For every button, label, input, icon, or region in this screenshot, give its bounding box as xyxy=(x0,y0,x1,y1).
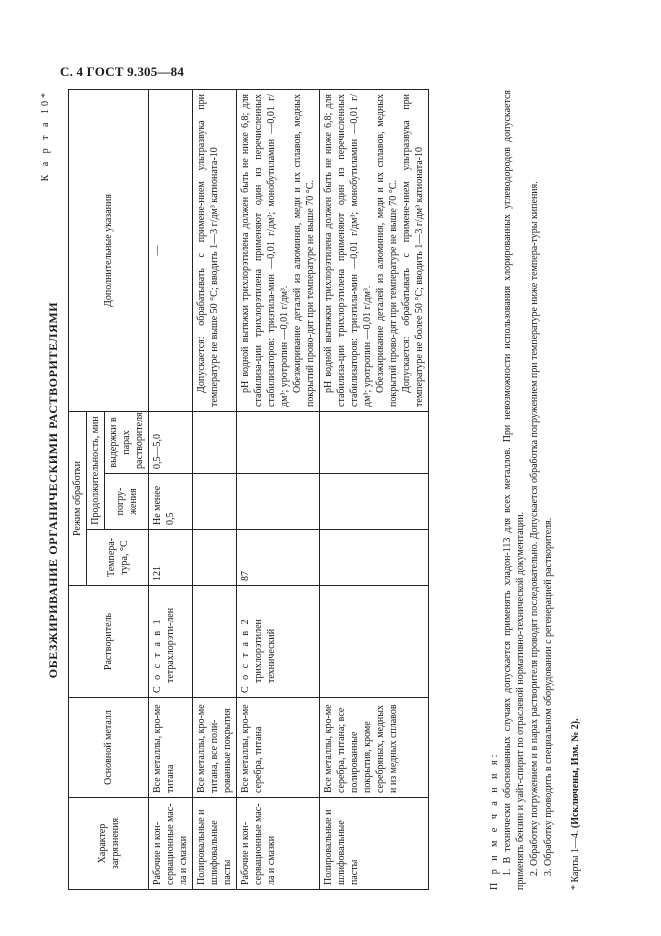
notes-label: П р и м е ч а н и я: xyxy=(489,751,500,890)
cell-solvent xyxy=(149,586,193,698)
note-paragraph: рН водной вытяжки трихлорэтилена должен быть не ниже 6,8; для стабилиза-ции трихлорэтилена применяют один из перечисленных стабилизаторов: триэтила-мин —0,01 г/дм³; монобутиламин —0,01 г/дм³; уротропин —0,01 г/дм³. xyxy=(240,93,290,407)
cell-temperature: 87 xyxy=(237,530,320,586)
cell-immersion xyxy=(193,474,237,530)
cell-notes xyxy=(320,89,429,411)
cell-vapor xyxy=(193,411,237,473)
col-notes: Дополнительные указания xyxy=(69,89,149,411)
solvent-composition-heading: С о с т а в 2 xyxy=(240,617,251,693)
table-body xyxy=(149,89,429,889)
note-paragraph: Обезжиривание деталей из алюминия, меди и их сплавов, медных покрытий прово-дят при температуре не выше 70 °С. xyxy=(375,93,399,407)
page-header: С. 4 ГОСТ 9.305—84 xyxy=(60,64,185,79)
col-temperature: Темпера-тура, °С xyxy=(87,530,149,586)
note-item: 3. Обработку проводить в специальном оборудовании с регенерацией растворителя. xyxy=(543,517,554,876)
solvent-name: тетрахлорэти-лен xyxy=(165,607,176,683)
cell-contamination: Рабочие и кон-сервационные мас-ла и смазки xyxy=(149,798,193,890)
note-paragraph: Допускается: обрабатывать с примене-нием ультразвука при температуре не выше 50 °С; вводить 1—3 г/дм³ катионата-10 xyxy=(196,93,220,407)
rotated-page-content xyxy=(40,90,600,890)
note-paragraph: Обезжиривание деталей из алюминия, меди и их сплавов, медных покрытий прово-дят при температуре не выше 70 °С. xyxy=(292,93,316,407)
cell-contamination: Полировальные и шлифовальные пасты xyxy=(320,798,429,890)
col-immersion: погру-жения xyxy=(105,474,149,530)
footnote-text: * Карты 1—4. xyxy=(570,830,581,890)
col-base-metal: Основной металл xyxy=(69,698,149,798)
cell-temperature xyxy=(193,530,237,586)
footnote xyxy=(570,718,581,890)
cell-solvent xyxy=(193,586,237,698)
cell-base-metal: Все металлы, кро-ме титана xyxy=(149,698,193,798)
col-contamination: Характер загрязнения xyxy=(69,798,149,890)
solvent-name: трихлорэтилен технический xyxy=(253,619,277,683)
table-row xyxy=(193,89,237,889)
col-mode: Режим обработки xyxy=(69,411,87,585)
cell-temperature: 121 xyxy=(149,530,193,586)
note-item: 1. В технически обоснованных случаях допускается применять хладон-113 для всех металлов. При невозможности использования хлорированных углеводородов допускается применять бензин и уайт-спирит по отраслевой нормативно-технической документации. xyxy=(502,90,526,890)
degreasing-table xyxy=(68,89,429,890)
cell-temperature xyxy=(320,530,429,586)
cell-solvent xyxy=(320,586,429,698)
cell-base-metal: Все металлы, кро-ме серебра, титана; все полированные покрытия, кроме серебряных, медных и из медных сплавов xyxy=(320,698,429,798)
table-row xyxy=(149,89,193,889)
col-solvent: Растворитель xyxy=(69,586,149,698)
note-item: 2. Обработку погружением и в парах растворителя проводят последовательно. Допускается обработка погружением при температуре ниже темпера-туры кипения. xyxy=(529,181,540,876)
cell-base-metal: Все металлы, кро-ме серебра, титана xyxy=(237,698,320,798)
table-row xyxy=(320,89,429,889)
cell-vapor xyxy=(320,411,429,473)
cell-vapor xyxy=(237,411,320,473)
cell-solvent xyxy=(237,586,320,698)
document-title: ОБЕЗЖИРИВАНИЕ ОРГАНИЧЕСКИМИ РАСТВОРИТЕЛЯМИ xyxy=(46,301,60,679)
col-duration: Продолжительность, мин xyxy=(87,411,105,529)
footnote-bold: (Исключены, Изм. № 2). xyxy=(570,718,581,829)
table-row xyxy=(237,89,320,889)
cell-contamination: Рабочие и кон-сервационные мас-ла и смазки xyxy=(237,798,320,890)
solvent-composition-heading: С о с т а в 1 xyxy=(152,617,163,693)
cell-immersion xyxy=(237,474,320,530)
col-vapor: выдержки в парах растворителя xyxy=(105,411,149,473)
cell-base-metal: Все металлы, кро-ме титана, все поли-рованные покрытия xyxy=(193,698,237,798)
note-paragraph: Допускается: обрабатывать с примене-нием ультразвука при температуре не более 50 °С; вводить 1—3 г/дм³ катионата-10 xyxy=(401,93,425,407)
cell-notes xyxy=(193,89,237,411)
cell-notes xyxy=(237,89,320,411)
notes-section xyxy=(488,90,556,890)
note-paragraph: рН водной вытяжки трихлорэтилена должен быть не ниже 6,8; для стабилиза-ции трихлорэтилена применяют один из перечисленных стабилизаторов: триэтила-мин —0,01 г/дм³; монобутиламин —0,01 г/дм³; уротропин —0,01 г/дм³. xyxy=(323,93,373,407)
cell-notes xyxy=(149,89,193,411)
cell-immersion: Не менее 0,5 xyxy=(149,474,193,530)
cell-contamination: Полировальные и шлифовальные пасты xyxy=(193,798,237,890)
cell-vapor: 0,5—5,0 xyxy=(149,411,193,473)
note-paragraph: — xyxy=(152,245,163,256)
cell-immersion xyxy=(320,474,429,530)
card-label: К а р т а 10* xyxy=(40,90,51,182)
